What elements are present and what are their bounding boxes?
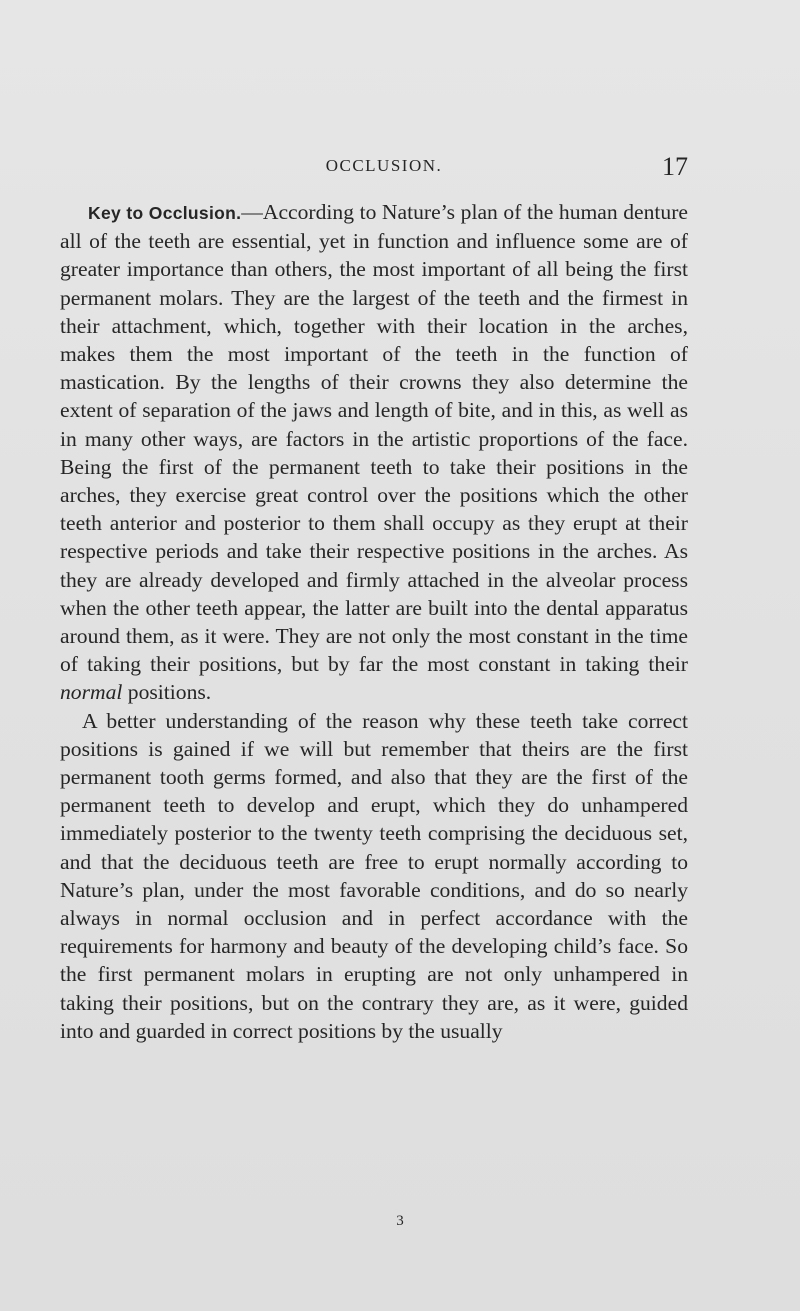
paragraph-1	[60, 198, 688, 707]
paragraph-1-emphasis: normal	[60, 680, 123, 705]
paragraph-2: A better understanding of the reason why these teeth take correct positions is gained if we will but remember that theirs are the first permanent tooth germs formed, and also that they are the first of the permanent teeth to develop and erupt, which they do unhampered immediately posterior to the twenty teeth comprising the deciduous set, and that the deciduous teeth are free to erupt normally according to Nature’s plan, under the most favorable conditions, and do so nearly always in normal occlusion and in perfect accordance with the requirements for harmony and beauty of the developing child’s face. So the first permanent molars in erupting are not only unhampered in taking their positions, but on the contrary they are, as it were, guided into and guarded in correct positions by the usually	[60, 708, 688, 1043]
signature-mark: 3	[396, 1213, 404, 1229]
running-head	[60, 152, 688, 182]
running-title: OCCLUSION.	[325, 156, 443, 175]
paragraph-1-text-a: —According to Nature’s plan of the human denture all of the teeth are essential, yet in function and influence some are of greater importance than others, the most important of all being the first permanent molars. They are the largest of the teeth and the firmest in their attachment, which, together with their location in the arches, makes them the most important of the teeth in the function of mastication. By the lengths of their crowns they also determine the extent of separation of the jaws and length of bite, and in this, as well as in many other ways, are factors in the artistic proportions of the face. Being the first of the permanent teeth to take their positions in the arches, they exercise great control over the positions which the other teeth anterior and posterior to them shall occupy as they erupt at their respective periods and take their respective positions in the arches. As they are already developed and firmly attached in the alveolar process when the other teeth appear, the latter are built into the dental apparatus around them, as it were. They are not only the most constant in the time of taking their positions, but by far the most constant in taking their	[60, 200, 688, 677]
runin-heading: Key to Occlusion.	[88, 203, 242, 223]
body-text	[60, 198, 688, 1045]
page-number: 17	[662, 152, 688, 181]
paragraph-1-text-b: positions.	[122, 680, 212, 705]
